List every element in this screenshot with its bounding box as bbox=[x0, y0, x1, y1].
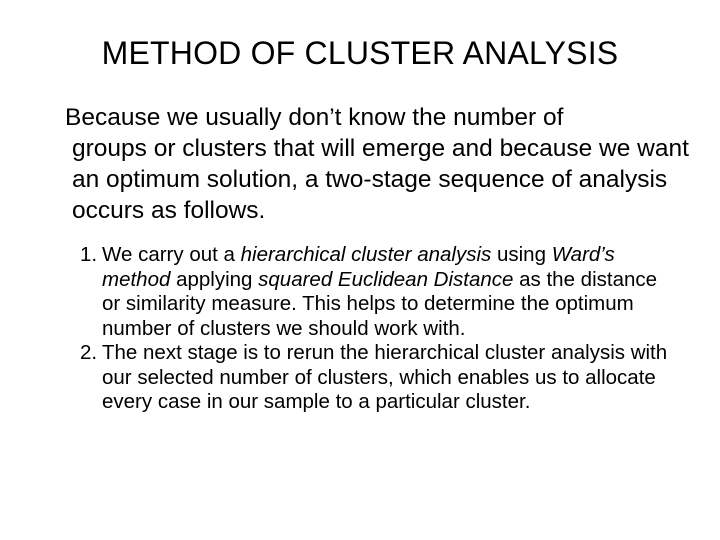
step-1-emphasis-euclidean: squared Euclidean Distance bbox=[258, 267, 514, 291]
step-1-text-a: We carry out a bbox=[102, 243, 241, 266]
intro-first-line: Because we usually don’t know the number of bbox=[65, 104, 564, 131]
step-item-1 bbox=[80, 243, 680, 341]
step-text-2: The next stage is to rerun the hierarchical cluster analysis with our selected number of clusters, which enables us to allocate every case in our sample to a particular cluster. bbox=[102, 341, 668, 413]
step-1-emphasis-hierarchical: hierarchical cluster analysis bbox=[240, 243, 492, 266]
step-number-1: 1. bbox=[80, 243, 98, 266]
step-item-2 bbox=[80, 341, 680, 415]
intro-continuation: groups or clusters that will emerge and because we want an optimum solution, a two-stage sequence of analysis occurs as follows. bbox=[72, 135, 689, 224]
step-1-emphasis-ward: Ward’s method bbox=[102, 243, 615, 291]
step-number-2: 2. bbox=[80, 341, 98, 364]
slide-title: METHOD OF CLUSTER ANALYSIS bbox=[101, 35, 619, 71]
step-1-text-d: as the distance or similarity measure. This helps to determine the optimum number of clusters we should work with. bbox=[102, 267, 658, 340]
step-1-text-b: using bbox=[491, 243, 552, 266]
step-1-text-c: applying bbox=[170, 267, 259, 291]
step-text-1 bbox=[102, 243, 657, 340]
intro-paragraph bbox=[62, 102, 702, 226]
steps-list bbox=[80, 243, 680, 415]
